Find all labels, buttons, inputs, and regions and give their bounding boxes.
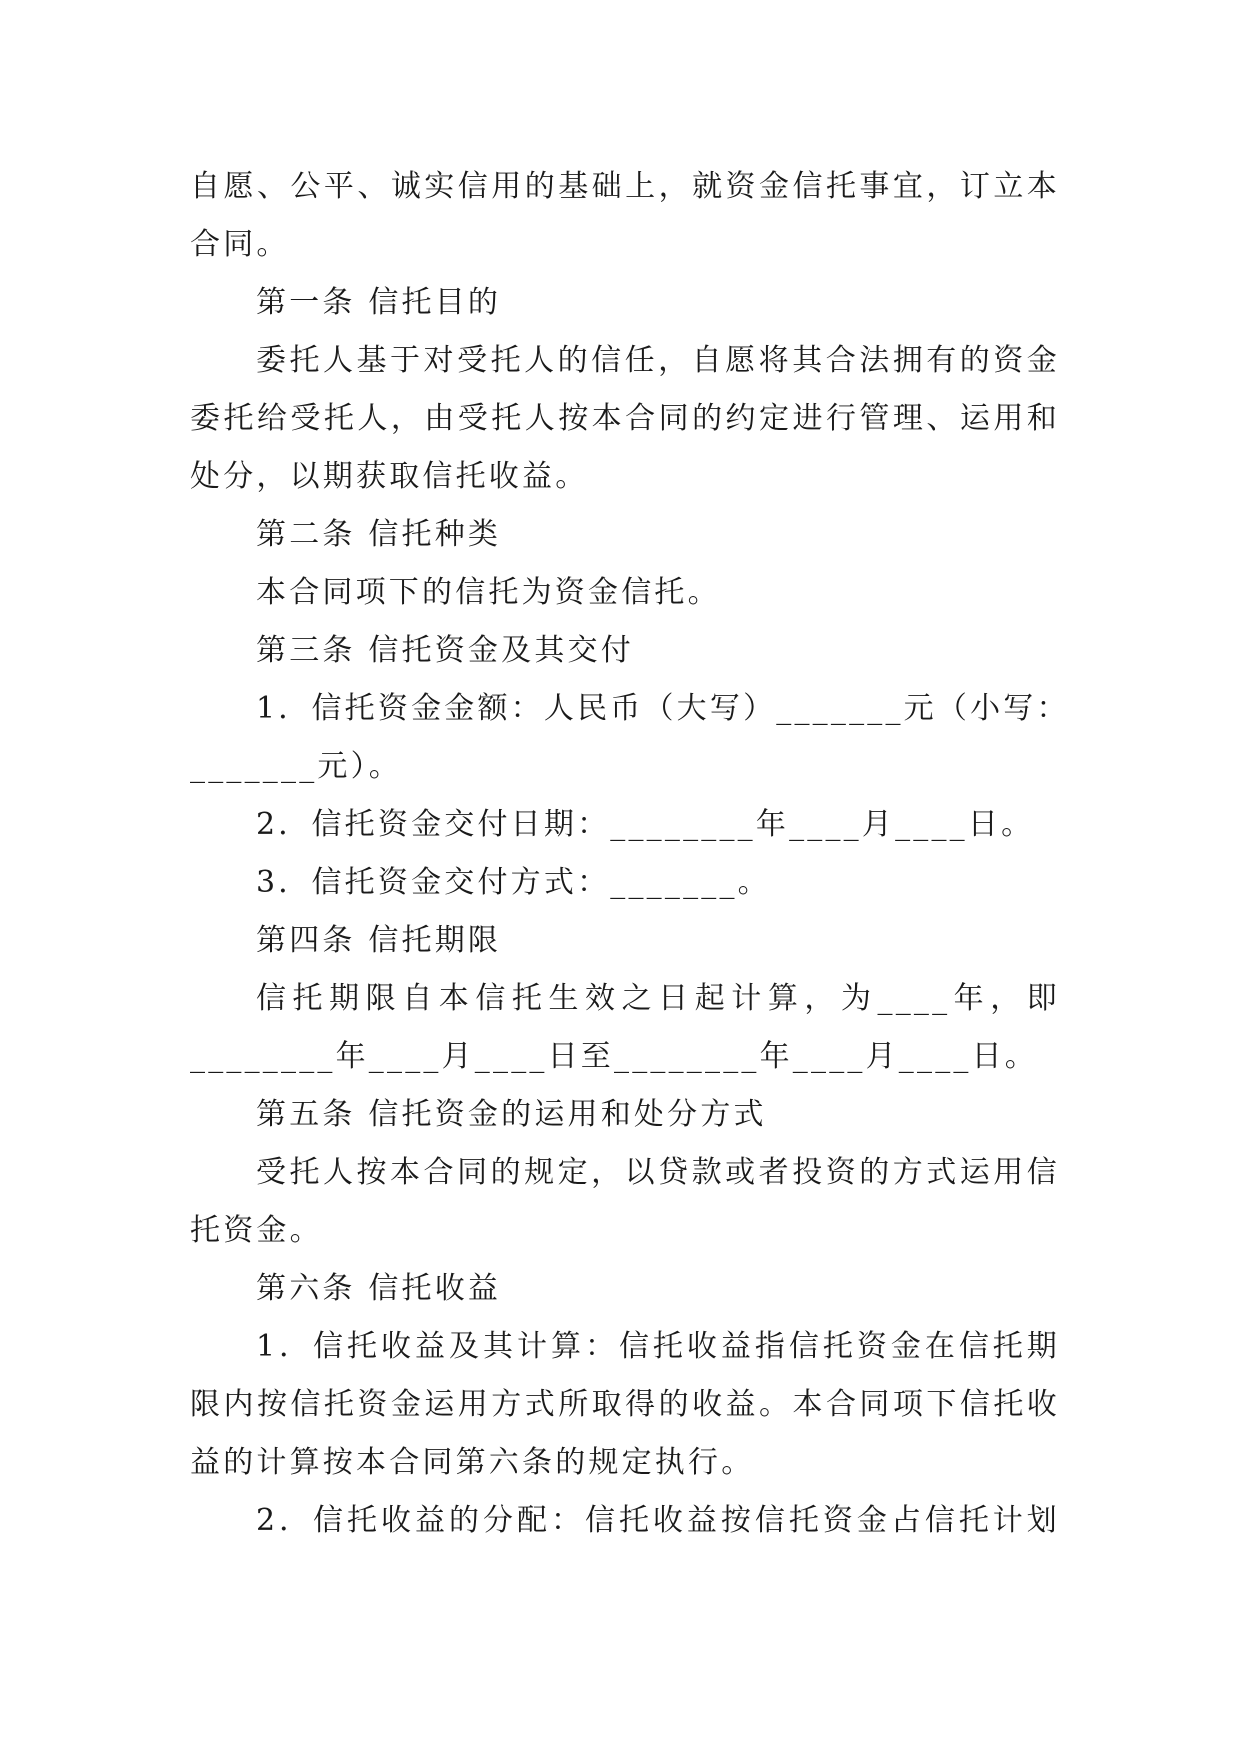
article-heading: 第一条 信托目的 xyxy=(256,285,502,320)
paragraph-line: 委托给受托人，由受托人按本合同的约定进行管理、运用和 xyxy=(190,401,1060,436)
paragraph-line: 托资金。 xyxy=(190,1213,323,1248)
paragraph-line: 合同。 xyxy=(190,227,290,262)
article-heading: 第三条 信托资金及其交付 xyxy=(256,633,634,668)
article-heading: 第五条 信托资金的运用和处分方式 xyxy=(256,1097,767,1132)
paragraph-line: 1．信托收益及其计算：信托收益指信托资金在信托期 xyxy=(256,1329,1060,1364)
paragraph-line: 1．信托资金金额：人民币（大写）_______元（小写： xyxy=(256,691,1070,726)
paragraph-line: _______元）。 xyxy=(190,749,402,784)
article-heading: 第二条 信托种类 xyxy=(256,517,502,552)
paragraph-line: 本合同项下的信托为资金信托。 xyxy=(256,575,721,610)
paragraph-line: 2．信托资金交付日期：________年____月____日。 xyxy=(256,807,1035,842)
paragraph-line: 益的计算按本合同第六条的规定执行。 xyxy=(190,1445,755,1480)
paragraph-line: 信托期限自本信托生效之日起计算，为____年，即 xyxy=(256,981,1060,1016)
article-heading: 第四条 信托期限 xyxy=(256,923,502,958)
paragraph-line: 限内按信托资金运用方式所取得的收益。本合同项下信托收 xyxy=(190,1387,1060,1422)
paragraph-line: 3．信托资金交付方式：_______。 xyxy=(256,865,771,900)
paragraph-line: 处分，以期获取信托收益。 xyxy=(190,459,589,494)
paragraph-line: 委托人基于对受托人的信任，自愿将其合法拥有的资金 xyxy=(256,343,1060,378)
article-heading: 第六条 信托收益 xyxy=(256,1271,502,1306)
paragraph-line: 自愿、公平、诚实信用的基础上，就资金信托事宜，订立本 xyxy=(190,169,1060,204)
paragraph-line: 受托人按本合同的规定，以贷款或者投资的方式运用信 xyxy=(256,1155,1060,1190)
paragraph-line: 2．信托收益的分配：信托收益按信托资金占信托计划 xyxy=(256,1503,1060,1538)
paragraph-line: ________年____月____日至________年____月____日。 xyxy=(190,1039,1038,1074)
